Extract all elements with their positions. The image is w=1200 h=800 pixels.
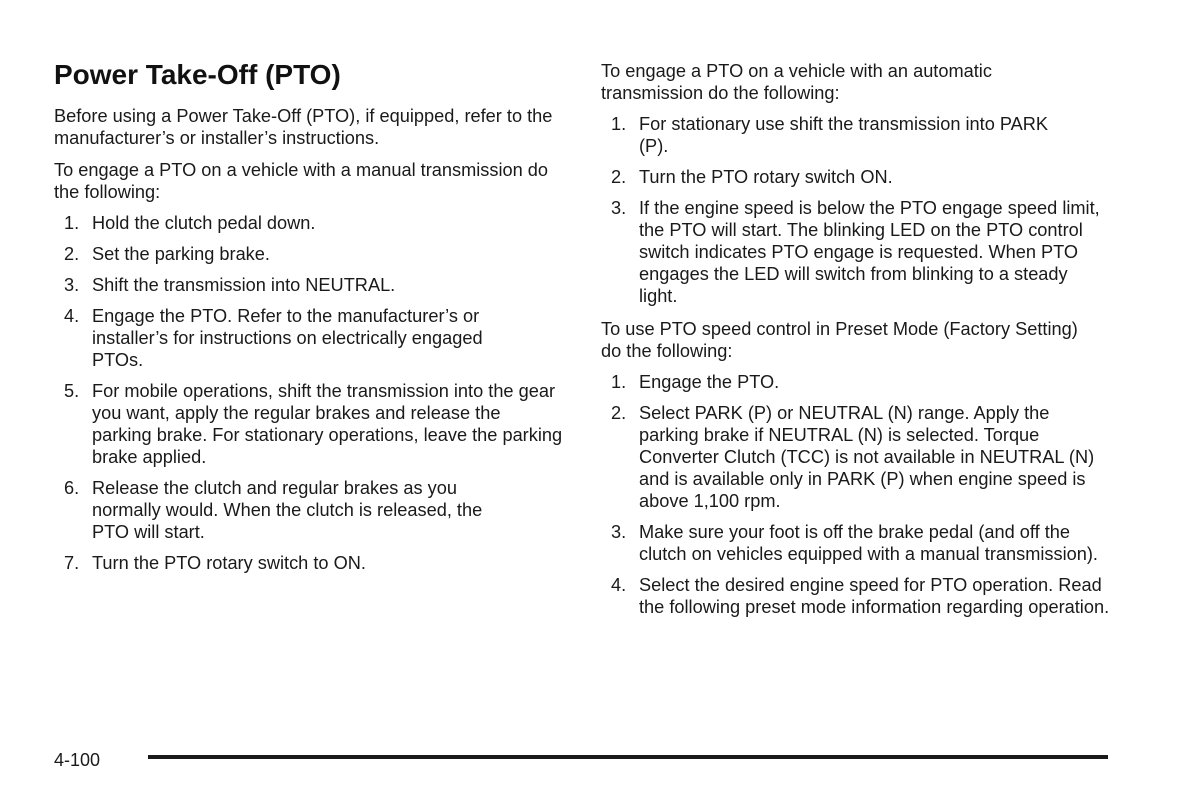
step-number: 1. [611,114,627,134]
step-number: 3. [64,275,80,295]
step-number: 2. [611,403,627,423]
step-text: Engage the PTO. Refer to the manufacturer’s or installer’s for instructions on electrically engaged PTOs. [92,306,483,370]
list-item [54,380,564,468]
manual-steps-list [54,212,564,574]
step-number: 2. [611,167,627,187]
step-text: Engage the PTO. [639,372,780,392]
list-item [54,305,564,371]
step-number: 4. [611,575,627,595]
list-item [601,521,1111,565]
step-text: Hold the clutch pedal down. [92,213,316,233]
step-number: 3. [611,522,627,542]
list-item [601,371,1111,393]
automatic-steps-list [601,113,1111,307]
list-item [601,166,1111,188]
step-number: 3. [611,198,627,218]
step-text: Turn the PTO rotary switch ON. [639,167,893,187]
preset-steps-list [601,371,1111,618]
step-text: Select PARK (P) or NEUTRAL (N) range. Apply the parking brake if NEUTRAL (N) is selected. Torque Converter Clutch (TCC) is not available in NEUTRAL (N) and is available only in PARK (P) when engine speed is above 1,100 rpm. [639,403,1095,511]
footer-rule [148,755,1108,759]
step-number: 6. [64,478,80,498]
step-text: Shift the transmission into NEUTRAL. [92,275,396,295]
list-item [601,113,1111,157]
step-number: 2. [64,244,80,264]
list-item [54,552,564,574]
step-text: If the engine speed is below the PTO engage speed limit, the PTO will start. The blinking LED on the PTO control switch indicates PTO engage is requested. When PTO engages the LED will switch from blinking to a steady light. [639,198,1100,306]
list-item [601,197,1111,307]
step-number: 4. [64,306,80,326]
list-item [54,274,564,296]
step-number: 5. [64,381,80,401]
step-number: 1. [611,372,627,392]
preset-intro-paragraph: To use PTO speed control in Preset Mode (Factory Setting) do the following: [601,319,1078,361]
list-item [601,402,1111,512]
list-item [54,477,564,543]
step-text: Make sure your foot is off the brake pedal (and off the clutch on vehicles equipped with a manual transmission). [639,522,1098,564]
step-text: Release the clutch and regular brakes as you normally would. When the clutch is released, the PTO will start. [92,478,483,542]
manual-intro-paragraph: To engage a PTO on a vehicle with a manual transmission do the following: [54,160,549,202]
list-item [601,574,1111,618]
step-text: For mobile operations, shift the transmission into the gear you want, apply the regular brakes and release the parking brake. For stationary operations, leave the parking brake applied. [92,381,563,467]
step-text: Turn the PTO rotary switch to ON. [92,553,366,573]
step-number: 7. [64,553,80,573]
page-number: 4-100 [54,750,101,770]
step-text: Select the desired engine speed for PTO operation. Read the following preset mode information regarding operation. [639,575,1110,617]
intro-paragraph: Before using a Power Take-Off (PTO), if equipped, refer to the manufacturer’s or installer’s instructions. [54,106,553,148]
step-text: Set the parking brake. [92,244,270,264]
step-number: 1. [64,213,80,233]
list-item [54,243,564,265]
step-text: For stationary use shift the transmission into PARK (P). [639,114,1049,156]
list-item [54,212,564,234]
page-title: Power Take-Off (PTO) [54,59,341,90]
automatic-intro-paragraph: To engage a PTO on a vehicle with an automatic transmission do the following: [601,61,992,103]
